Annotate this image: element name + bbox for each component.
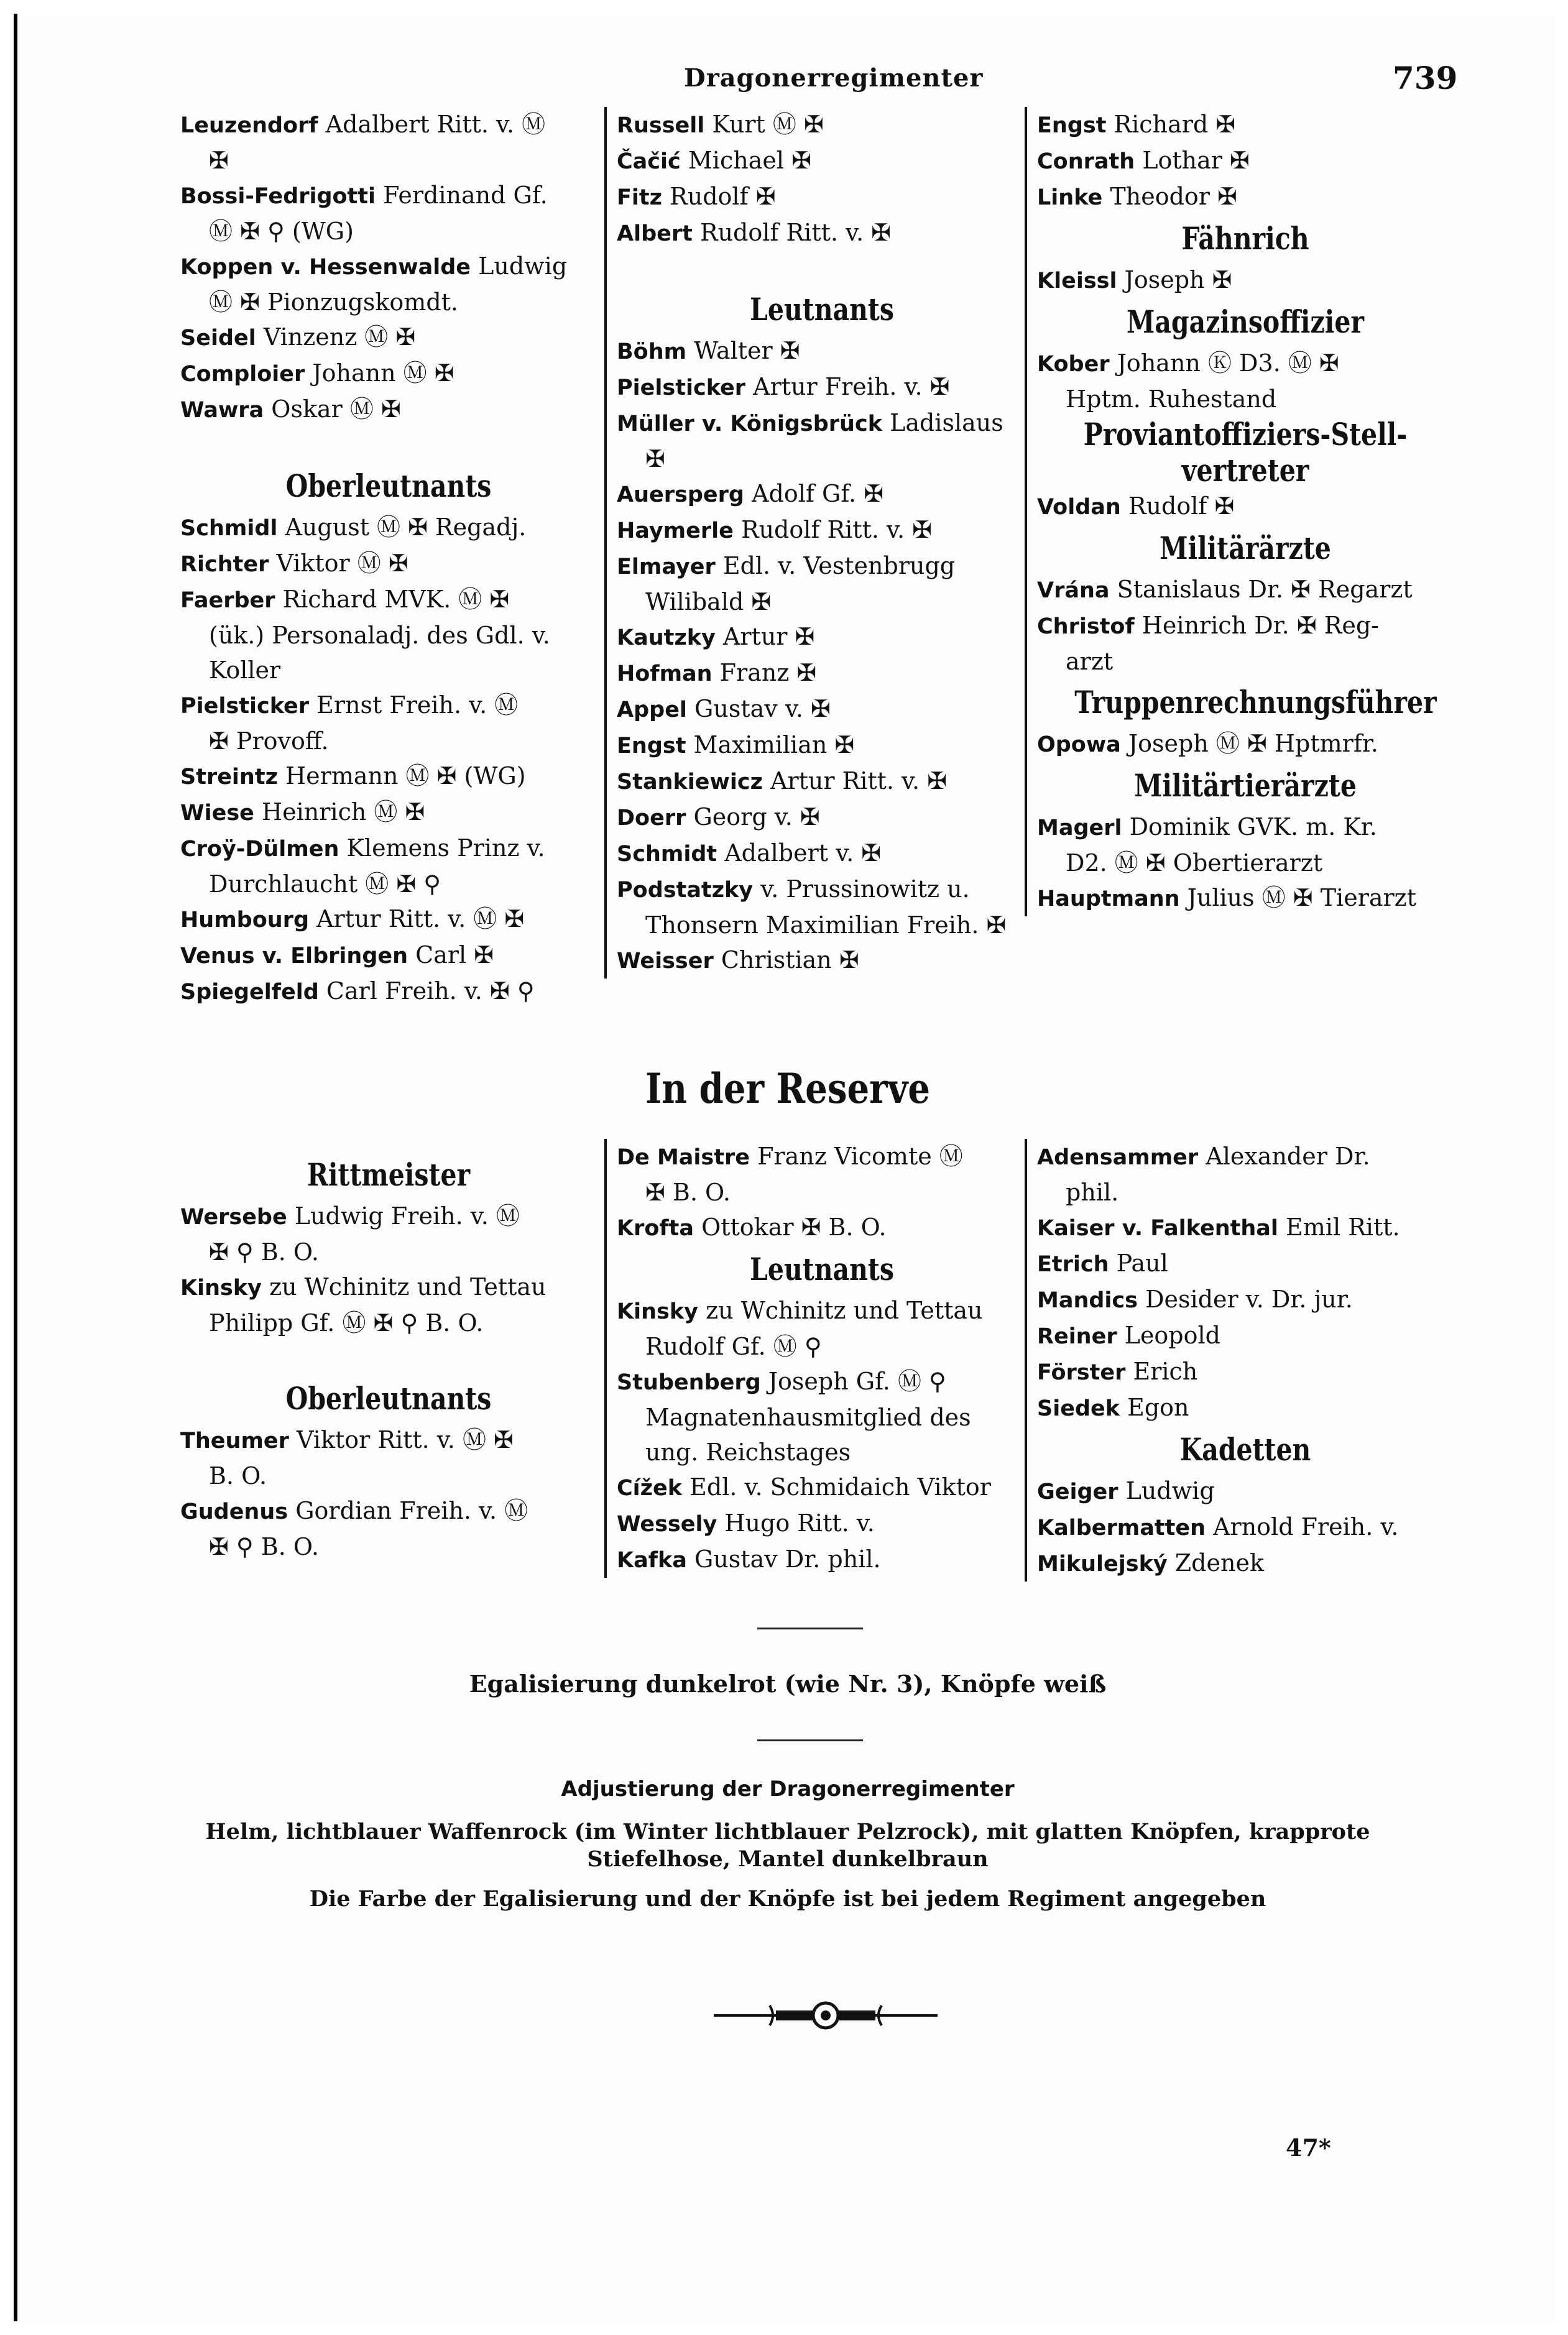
entry-surname: Reiner [1037,1324,1117,1349]
entry-surname: Pielsticker [180,694,310,719]
entry-surname: Geiger [1037,1480,1118,1504]
entry-surname: Doerr [617,806,686,831]
roster-entry [1037,1390,1454,1426]
roster-entry [1037,262,1454,298]
entry-surname: Wessely [617,1512,717,1537]
roster-entry [617,799,1027,836]
heading-truppenrechnungsfuehrer: Truppenrechnungsführer [1074,684,1437,721]
entry-list [180,1422,597,1564]
entry-details: Edl. v. Vestenbrugg [722,552,956,579]
entry-list [180,510,597,1010]
roster-entry [180,1199,597,1269]
roster-entry [617,836,1027,872]
entry-details: Kurt Ⓜ ✠ [712,111,824,138]
roster-entry [180,249,597,320]
entry-continuation: Hptm. Ruhestand [1066,385,1277,413]
roster-entry [617,1139,1027,1210]
entry-surname: Mandics [1037,1288,1138,1313]
entry-continuation: (ük.) Personaladj. des Gdl. v. Koller [209,622,550,684]
roster-entry [1037,809,1454,880]
entry-details: Joseph Ⓜ ✠ Hptmrfr. [1128,730,1378,757]
entry-details: Viktor Ritt. v. Ⓜ ✠ [297,1426,514,1453]
entry-continuation: arzt [1066,648,1114,675]
entry-details: Ottokar ✠ B. O. [701,1214,887,1241]
roster-entry [180,510,597,546]
roster-entry [180,107,597,178]
entry-continuation: Thonsern Maximilian Freih. ✠ [645,911,1007,939]
entry-surname: Stubenberg [617,1370,761,1395]
heading-rittmeister: Rittmeister [307,1156,471,1193]
adjustierung-line-1: Helm, lichtblauer Waffenrock (im Winter lichtblauer Pelzrock), mit glatten Knöpfen, krapprote [205,1819,1370,1845]
entry-surname: De Maistre [617,1145,750,1170]
entry-continuation: Rudolf Gf. Ⓜ ⚲ [645,1333,822,1360]
roster-entry [1037,1318,1454,1354]
roster-entry [1037,489,1454,525]
entry-details: zu Wchinitz und Tettau [269,1273,546,1301]
entry-list [1037,262,1454,298]
roster-entry [617,143,1027,179]
entry-details: Viktor Ⓜ ✠ [276,550,408,577]
roster-entry [617,405,1027,476]
entry-continuation: Wilibald ✠ [645,588,772,615]
entry-details: Carl Freih. v. ✠ ⚲ [326,977,535,1005]
entry-details: Heinrich Ⓜ ✠ [262,798,425,826]
entry-details: Desider v. Dr. jur. [1145,1286,1353,1313]
roster-entry [617,179,1027,215]
divider-rule-2 [757,1739,863,1741]
entry-list [1037,489,1454,525]
roster-entry [1037,1282,1454,1318]
entry-details: Leopold [1124,1322,1220,1349]
adjustierung-line-2: Stiefelhose, Mantel dunkelbraun [587,1846,989,1872]
entry-details: Johann Ⓚ D3. Ⓜ ✠ [1117,349,1339,377]
entry-surname: Wiese [180,801,254,826]
entry-surname: Fitz [617,185,663,210]
roster-entry [617,548,1027,619]
entry-surname: Kinsky [180,1276,262,1301]
entry-surname: Wersebe [180,1205,287,1230]
entry-surname: Humbourg [180,908,310,933]
entry-details: Gordian Freih. v. Ⓜ [295,1497,528,1524]
entry-details: Richard MVK. Ⓜ ✠ [282,586,510,613]
entry-details: Ernst Freih. v. Ⓜ [316,691,519,719]
entry-surname: Hauptmann [1037,887,1180,911]
entry-surname: Linke [1037,185,1103,210]
entry-details: Arnold Freih. v. [1213,1513,1399,1541]
entry-details: Richard ✠ [1114,111,1236,138]
entry-surname: Theumer [180,1429,289,1453]
entry-details: Maximilian ✠ [693,731,855,758]
roster-entry [617,512,1027,548]
heading-magazinsoffizier: Magazinsoffizier [1126,303,1365,340]
entry-details: Stanislaus Dr. ✠ Regarzt [1117,576,1413,603]
document-page [14,14,1554,2321]
entry-details: Klemens Prinz v. [346,834,545,862]
page-number: 739 [1393,60,1458,96]
roster-entry [617,1364,1027,1470]
roster-entry [180,546,597,582]
entry-surname: Adensammer [1037,1145,1199,1170]
entry-details: Rudolf Ritt. v. ✠ [740,516,932,543]
roster-entry [1037,179,1454,215]
roster-entry [1037,880,1454,916]
roster-entry [617,1470,1027,1506]
heading-reserve-oberleutnants: Oberleutnants [285,1380,492,1417]
entry-surname: Kinsky [617,1299,698,1324]
entry-surname: Schmidt [617,842,717,867]
roster-entry [617,215,1027,251]
entry-details: Christian ✠ [721,946,859,974]
entry-list [180,1199,597,1340]
entry-details: Artur Ritt. v. Ⓜ ✠ [316,905,525,933]
entry-surname: Podstatzky [617,878,754,903]
entry-details: Egon [1127,1394,1189,1421]
entry-continuation: Ⓜ ✠ Pionzugskomdt. [209,288,459,316]
roster-entry [617,1506,1027,1542]
roster-entry [180,794,597,831]
entry-surname: Spiegelfeld [180,980,319,1005]
entry-list [1037,726,1454,762]
entry-details: Joseph ✠ [1124,266,1232,293]
roster-entry [617,369,1027,405]
entry-continuation: ✠ ⚲ B. O. [209,1238,319,1266]
entry-details: Edl. v. Schmidaich Viktor [689,1473,991,1501]
entry-surname: Vrána [1037,578,1110,603]
reserve-column-1 [180,1151,597,1564]
entry-details: Walter ✠ [694,337,800,364]
entry-details: Ludwig [478,252,568,280]
entry-surname: Bossi-Fedrigotti [180,184,376,209]
entry-list [617,1293,1027,1578]
entry-surname: Kalbermatten [1037,1516,1206,1541]
entry-details: Rudolf Ritt. v. ✠ [699,219,891,246]
entry-surname: Weisser [617,949,714,974]
roster-entry [617,655,1027,691]
roster-entry [1037,1545,1454,1582]
roster-entry [180,974,597,1010]
entry-details: Georg v. ✠ [693,803,820,831]
entry-surname: Krofta [617,1216,694,1241]
entry-surname: Kober [1037,352,1110,377]
entry-details: Theodor ✠ [1110,183,1237,210]
entry-continuation: ✠ [645,445,665,472]
roster-entry [180,758,597,794]
entry-details: Oskar Ⓜ ✠ [271,395,401,423]
top-column-1 [180,107,597,1010]
egalisierung-note: Egalisierung dunkelrot (wie Nr. 3), Knöpfe weiß [469,1670,1107,1698]
roster-entry [617,763,1027,799]
roster-entry [1037,107,1454,143]
reserve-column-2 [604,1139,1027,1578]
heading-proviantoffiziers: Proviantoffiziers-Stell-vertreter [1083,416,1408,489]
section-title-reserve: In der Reserve [645,1064,930,1113]
roster-entry [1037,1354,1454,1390]
entry-surname: Pielsticker [617,375,746,400]
entry-continuation: D2. Ⓜ ✠ Obertierarzt [1066,849,1323,877]
entry-continuation: Ⓜ ✠ ⚲ (WG) [209,218,354,245]
roster-entry [180,937,597,974]
entry-surname: Siedek [1037,1396,1120,1421]
entry-details: Michael ✠ [688,147,811,174]
entry-details: Emil Ritt. [1286,1214,1400,1241]
entry-surname: Venus v. Elbringen [180,944,408,969]
entry-surname: Leuzendorf [180,113,318,138]
entry-surname: Kafka [617,1548,687,1573]
roster-entry [180,1269,597,1340]
divider-rule-1 [757,1628,863,1629]
entry-surname: Faerber [180,588,275,613]
roster-entry [617,1542,1027,1578]
heading-kadetten: Kadetten [1179,1431,1311,1468]
entry-surname: Etrich [1037,1252,1109,1277]
entry-details: Artur Freih. v. ✠ [753,373,950,400]
roster-entry [180,688,597,758]
entry-surname: Cížek [617,1476,683,1501]
roster-entry [617,476,1027,512]
entry-list [1037,1473,1454,1582]
roster-entry [1037,1246,1454,1282]
entry-surname: Elmayer [617,555,716,579]
entry-list [1037,107,1454,215]
entry-details: Carl ✠ [415,941,494,969]
entry-details: Zdenek [1174,1549,1264,1577]
entry-surname: Böhm [617,339,687,364]
roster-entry [1037,143,1454,179]
entry-surname: Christof [1037,614,1135,639]
roster-entry [180,1493,597,1564]
roster-entry [180,831,597,901]
entry-surname: Albert [617,221,693,246]
entry-surname: Wawra [180,398,264,423]
entry-surname: Gudenus [180,1499,288,1524]
heading-faehnrich: Fähnrich [1181,220,1309,257]
entry-details: Hermann Ⓜ ✠ (WG) [285,762,526,790]
entry-surname: Opowa [1037,732,1121,757]
roster-entry [617,942,1027,979]
entry-surname: Voldan [1037,495,1121,520]
roster-entry [617,691,1027,727]
entry-list [1037,809,1454,916]
entry-surname: Mikulejský [1037,1552,1168,1577]
heading-militaeraerzte: Militärärzte [1160,530,1331,566]
entry-details: Franz Vicomte Ⓜ [757,1143,963,1170]
entry-surname: Richter [180,552,269,577]
entry-continuation: ✠ B. O. [645,1179,731,1206]
ornament-divider-icon [714,1997,938,2034]
roster-entry [617,1293,1027,1364]
signature-mark: 47* [1286,2134,1331,2162]
entry-surname: Russell [617,113,705,138]
entry-surname: Engst [1037,113,1107,138]
entry-details: Artur Ritt. v. ✠ [770,767,948,794]
entry-details: Erich [1133,1358,1198,1385]
roster-entry [617,1210,1027,1246]
entry-surname: Engst [617,734,686,758]
entry-continuation: ✠ [209,147,229,174]
entry-surname: Kautzky [617,625,716,650]
entry-details: Julius Ⓜ ✠ Tierarzt [1187,884,1416,911]
entry-details: Dominik GVK. m. Kr. [1129,813,1377,841]
roster-entry [1037,346,1454,417]
entry-list [1037,346,1454,417]
roster-entry [617,872,1027,942]
entry-surname: Kaiser v. Falkenthal [1037,1216,1278,1241]
entry-details: August Ⓜ ✠ Regadj. [285,514,527,541]
entry-list [617,107,1027,251]
roster-entry [1037,572,1454,608]
entry-details: Adalbert v. ✠ [724,839,882,867]
roster-entry [617,333,1027,369]
entry-surname: Koppen v. Hessenwalde [180,255,471,280]
entry-details: Hugo Ritt. v. [724,1509,875,1537]
entry-details: Joseph Gf. Ⓜ ⚲ [768,1368,946,1395]
entry-continuation: Durchlaucht Ⓜ ✠ ⚲ [209,870,441,898]
entry-details: Ludwig Freih. v. Ⓜ [294,1202,520,1230]
entry-details: zu Wchinitz und Tettau [706,1297,983,1324]
roster-entry [1037,1509,1454,1545]
entry-list [1037,1139,1454,1426]
entry-surname: Croÿ-Dülmen [180,837,339,862]
roster-entry [180,320,597,356]
entry-details: Artur ✠ [722,623,815,650]
entry-surname: Conrath [1037,149,1135,174]
entry-details: v. Prussinowitz u. [760,875,970,903]
roster-entry [180,178,597,249]
entry-surname: Comploier [180,362,305,387]
heading-reserve-leutnants: Leutnants [750,1251,894,1287]
entry-details: Gustav v. ✠ [694,695,831,722]
entry-details: Heinrich Dr. ✠ Reg- [1141,612,1380,639]
reserve-column-3 [1025,1139,1454,1582]
entry-continuation: phil. [1066,1179,1119,1206]
entry-details: Johann Ⓜ ✠ [312,359,454,387]
entry-surname: Auersperg [617,482,744,507]
entry-continuation: ✠ ⚲ B. O. [209,1533,319,1560]
running-head: Dragonerregimenter [684,63,984,93]
roster-entry [180,1422,597,1493]
entry-details: Adolf Gf. ✠ [752,480,884,507]
entry-surname: Schmidl [180,516,278,541]
entry-details: Alexander Dr. [1206,1143,1370,1170]
roster-entry [1037,608,1454,679]
entry-surname: Streintz [180,765,278,790]
entry-surname: Haymerle [617,518,734,543]
entry-details: Franz ✠ [719,659,817,686]
entry-details: Gustav Dr. phil. [694,1545,881,1573]
entry-details: Rudolf ✠ [670,183,776,210]
entry-surname: Appel [617,698,687,722]
entry-list [617,1139,1027,1246]
entry-details: Lothar ✠ [1142,147,1250,174]
entry-surname: Magerl [1037,816,1122,841]
entry-surname: Seidel [180,326,256,351]
roster-entry [617,107,1027,143]
roster-entry [617,619,1027,655]
entry-continuation: B. O. [209,1462,267,1490]
entry-surname: Stankiewicz [617,770,763,794]
entry-surname: Hofman [617,661,713,686]
entry-details: Adalbert Ritt. v. Ⓜ [325,111,546,138]
entry-surname: Förster [1037,1360,1126,1385]
adjustierung-title: Adjustierung der Dragonerregimenter [561,1777,1015,1802]
entry-list [180,107,597,428]
roster-entry [180,392,597,428]
entry-details: Ferdinand Gf. [383,182,548,209]
roster-entry [1037,1473,1454,1509]
entry-surname: Müller v. Königsbrück [617,412,882,436]
top-column-3 [1025,107,1454,916]
roster-entry [1037,1139,1454,1210]
adjustierung-line-3: Die Farbe der Egalisierung und der Knöpfe ist bei jedem Regiment angegeben [309,1886,1266,1912]
heading-leutnants: Leutnants [750,291,894,328]
roster-entry [180,356,597,392]
entry-details: Ludwig [1125,1477,1215,1504]
entry-details: Paul [1116,1250,1168,1277]
heading-militaertieraerzte: Militärtierärzte [1134,767,1357,804]
heading-oberleutnants: Oberleutnants [285,467,492,504]
roster-entry [617,727,1027,763]
entry-details: Vinzenz Ⓜ ✠ [263,323,416,351]
entry-continuation: ✠ Provoff. [209,727,329,755]
entry-surname: Čačić [617,149,681,174]
entry-details: Rudolf ✠ [1128,492,1235,520]
roster-entry [180,582,597,688]
entry-surname: Kleissl [1037,269,1117,293]
roster-entry [1037,1210,1454,1246]
top-column-2 [604,107,1027,979]
entry-continuation: Magnatenhausmitglied des ung. Reichstages [645,1404,971,1466]
roster-entry [180,901,597,937]
entry-details: Ladislaus [890,409,1003,436]
entry-list [1037,572,1454,679]
entry-continuation: Philipp Gf. Ⓜ ✠ ⚲ B. O. [209,1309,484,1337]
roster-entry [1037,726,1454,762]
entry-list [617,333,1027,979]
